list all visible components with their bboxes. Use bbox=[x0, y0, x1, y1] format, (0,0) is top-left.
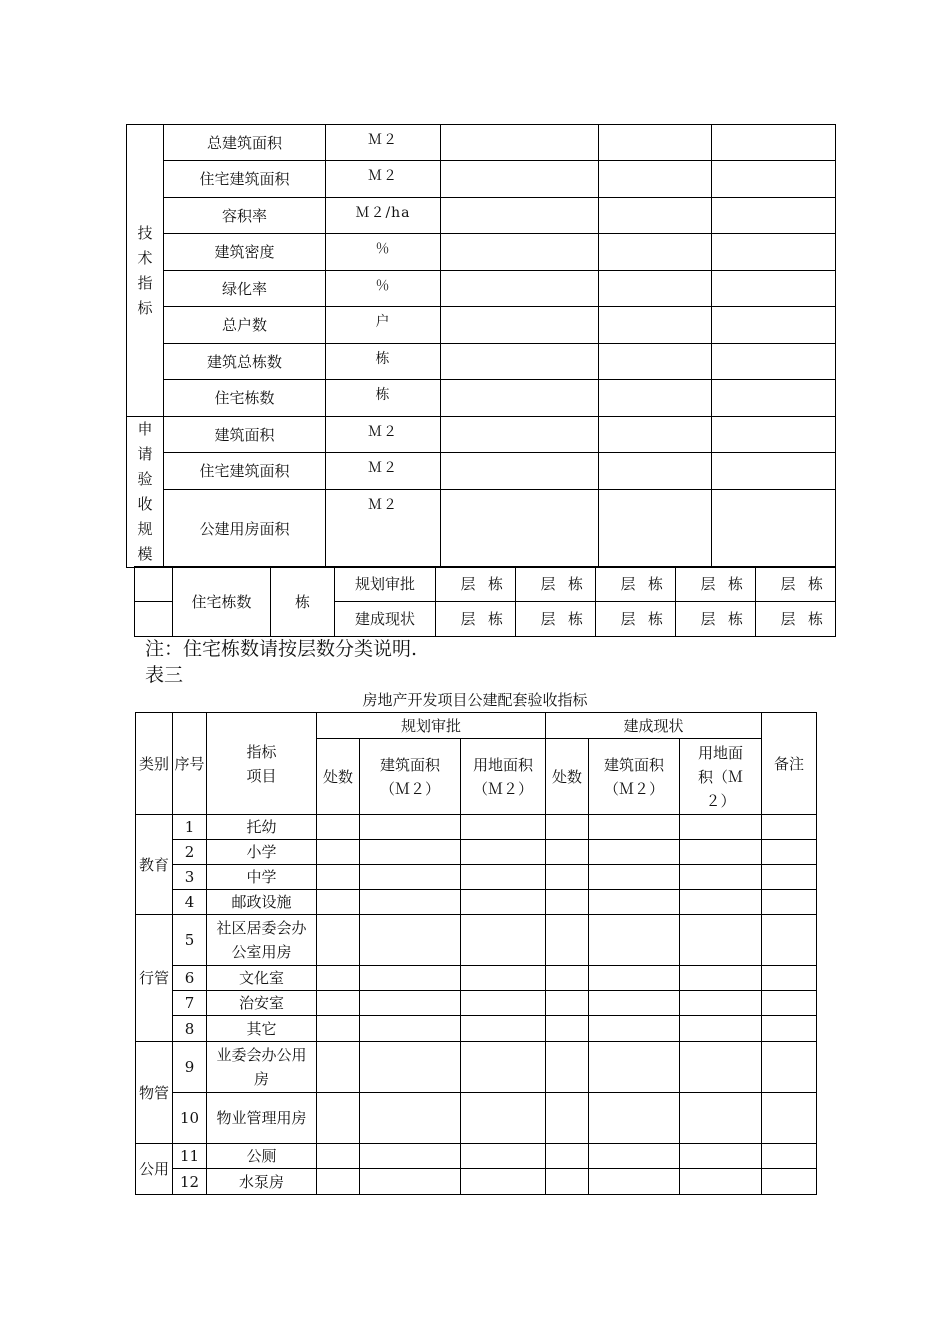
item-cell: 中学 bbox=[207, 865, 317, 890]
value-cell[interactable] bbox=[712, 198, 836, 234]
unit-cell: 栋 bbox=[326, 344, 441, 380]
data-cell[interactable] bbox=[762, 915, 817, 966]
group-education: 教育 bbox=[136, 815, 173, 915]
data-cell[interactable] bbox=[680, 991, 762, 1016]
value-cell[interactable] bbox=[599, 380, 712, 417]
data-cell[interactable] bbox=[680, 840, 762, 865]
data-cell[interactable] bbox=[360, 1093, 461, 1144]
plan-approval-label: 规划审批 bbox=[335, 567, 436, 602]
data-cell[interactable] bbox=[317, 890, 360, 915]
data-cell[interactable] bbox=[360, 890, 461, 915]
row-label: 容积率 bbox=[164, 198, 326, 234]
table-row bbox=[136, 1016, 817, 1042]
data-cell[interactable] bbox=[762, 815, 817, 840]
item-cell: 水泵房 bbox=[207, 1169, 317, 1195]
row-label: 建筑面积 bbox=[164, 417, 326, 453]
table-row bbox=[136, 991, 817, 1016]
blank-cell bbox=[135, 567, 173, 602]
unit-cell: 栋 bbox=[271, 567, 335, 637]
header-build-area: 建筑面积 （Ｍ２） bbox=[360, 739, 461, 815]
row-label: 住宅栋数 bbox=[164, 380, 326, 417]
seq-cell: 2 bbox=[173, 840, 207, 865]
value-cell[interactable] bbox=[441, 380, 599, 417]
value-cell[interactable] bbox=[441, 234, 599, 271]
data-cell[interactable] bbox=[360, 966, 461, 991]
data-cell[interactable] bbox=[680, 1144, 762, 1169]
value-cell[interactable] bbox=[712, 161, 836, 198]
value-cell[interactable] bbox=[441, 198, 599, 234]
value-cell[interactable] bbox=[712, 307, 836, 344]
data-cell[interactable] bbox=[680, 1042, 762, 1093]
data-cell[interactable] bbox=[317, 815, 360, 840]
data-cell[interactable] bbox=[589, 840, 680, 865]
data-cell[interactable] bbox=[317, 991, 360, 1016]
group-administration: 行管 bbox=[136, 915, 173, 1042]
data-cell[interactable] bbox=[680, 815, 762, 840]
unit-cell: Ｍ２ bbox=[326, 453, 441, 490]
unit-cell: ％ bbox=[326, 234, 441, 271]
row-label: 建筑总栋数 bbox=[164, 344, 326, 380]
item-cell: 托幼 bbox=[207, 815, 317, 840]
data-cell[interactable] bbox=[762, 1169, 817, 1195]
data-cell[interactable] bbox=[461, 865, 546, 890]
data-cell[interactable] bbox=[360, 815, 461, 840]
value-cell[interactable] bbox=[599, 307, 712, 344]
blank-cell bbox=[135, 602, 173, 637]
data-cell[interactable] bbox=[762, 1016, 817, 1042]
table-row bbox=[136, 815, 817, 840]
value-cell[interactable] bbox=[712, 271, 836, 307]
data-cell[interactable] bbox=[461, 1144, 546, 1169]
data-cell[interactable] bbox=[546, 991, 589, 1016]
item-cell: 公厕 bbox=[207, 1144, 317, 1169]
data-cell[interactable] bbox=[461, 890, 546, 915]
built-status-label: 建成现状 bbox=[335, 602, 436, 637]
table-row bbox=[136, 1169, 817, 1195]
row-label: 住宅建筑面积 bbox=[164, 161, 326, 198]
item-cell: 治安室 bbox=[207, 991, 317, 1016]
data-cell[interactable] bbox=[762, 966, 817, 991]
value-cell[interactable] bbox=[599, 344, 712, 380]
data-cell[interactable] bbox=[589, 915, 680, 966]
seq-cell: 1 bbox=[173, 815, 207, 840]
technical-indicators-table bbox=[126, 124, 836, 568]
seq-cell: 6 bbox=[173, 966, 207, 991]
header-count: 处数 bbox=[317, 739, 360, 815]
data-cell[interactable] bbox=[546, 865, 589, 890]
data-cell[interactable] bbox=[546, 815, 589, 840]
seq-cell: 11 bbox=[173, 1144, 207, 1169]
data-cell[interactable] bbox=[589, 991, 680, 1016]
value-cell[interactable] bbox=[712, 344, 836, 380]
floors-buildings-cell[interactable]: 层 栋 bbox=[676, 602, 756, 637]
floors-buildings-cell[interactable]: 层 栋 bbox=[596, 602, 676, 637]
data-cell[interactable] bbox=[680, 1093, 762, 1144]
data-cell[interactable] bbox=[546, 840, 589, 865]
group-apply-scale: 申 请 验 收 规 模 bbox=[127, 417, 164, 568]
header-seq: 序号 bbox=[173, 713, 207, 815]
data-cell[interactable] bbox=[546, 1042, 589, 1093]
row-label: 建筑密度 bbox=[164, 234, 326, 271]
value-cell[interactable] bbox=[441, 453, 599, 490]
data-cell[interactable] bbox=[589, 815, 680, 840]
value-cell[interactable] bbox=[599, 161, 712, 198]
data-cell[interactable] bbox=[546, 915, 589, 966]
item-cell: 邮政设施 bbox=[207, 890, 317, 915]
data-cell[interactable] bbox=[360, 840, 461, 865]
value-cell[interactable] bbox=[712, 490, 836, 568]
table-row bbox=[136, 915, 817, 966]
value-cell[interactable] bbox=[599, 490, 712, 568]
floors-buildings-cell[interactable]: 层 栋 bbox=[676, 567, 756, 602]
data-cell[interactable] bbox=[762, 1093, 817, 1144]
data-cell[interactable] bbox=[461, 1093, 546, 1144]
table-row bbox=[136, 1144, 817, 1169]
data-cell[interactable] bbox=[317, 1169, 360, 1195]
data-cell[interactable] bbox=[546, 1169, 589, 1195]
table-caption: 房地产开发项目公建配套验收指标 bbox=[362, 691, 588, 709]
unit-cell: Ｍ２ bbox=[326, 417, 441, 453]
header-category: 类别 bbox=[136, 713, 173, 815]
table-row bbox=[136, 840, 817, 865]
data-cell[interactable] bbox=[546, 1093, 589, 1144]
table-row bbox=[136, 1042, 817, 1093]
value-cell[interactable] bbox=[441, 490, 599, 568]
value-cell[interactable] bbox=[599, 271, 712, 307]
unit-cell: Ｍ２/ha bbox=[326, 198, 441, 234]
note-text: 注：住宅栋数请按层数分类说明. bbox=[145, 638, 418, 660]
data-cell[interactable] bbox=[762, 890, 817, 915]
row-label: 公建用房面积 bbox=[164, 490, 326, 568]
value-cell[interactable] bbox=[441, 271, 599, 307]
unit-cell: 户 bbox=[326, 307, 441, 344]
data-cell[interactable] bbox=[589, 1093, 680, 1144]
data-cell[interactable] bbox=[461, 815, 546, 840]
data-cell[interactable] bbox=[680, 1169, 762, 1195]
floors-buildings-cell[interactable]: 层 栋 bbox=[596, 567, 676, 602]
data-cell[interactable] bbox=[461, 966, 546, 991]
header-land-area: 用地面 积（Ｍ ２） bbox=[680, 739, 762, 815]
seq-cell: 9 bbox=[173, 1042, 207, 1093]
data-cell[interactable] bbox=[360, 1169, 461, 1195]
data-cell[interactable] bbox=[461, 840, 546, 865]
seq-cell: 4 bbox=[173, 890, 207, 915]
data-cell[interactable] bbox=[317, 1093, 360, 1144]
item-cell: 业委会办公用房 bbox=[207, 1042, 317, 1093]
data-cell[interactable] bbox=[317, 865, 360, 890]
data-cell[interactable] bbox=[680, 865, 762, 890]
value-cell[interactable] bbox=[441, 161, 599, 198]
unit-cell: Ｍ２ bbox=[326, 161, 441, 198]
value-cell[interactable] bbox=[441, 307, 599, 344]
value-cell[interactable] bbox=[712, 125, 836, 161]
data-cell[interactable] bbox=[461, 1169, 546, 1195]
data-cell[interactable] bbox=[546, 1016, 589, 1042]
floors-buildings-cell[interactable]: 层 栋 bbox=[436, 602, 516, 637]
header-count: 处数 bbox=[546, 739, 589, 815]
data-cell[interactable] bbox=[317, 1016, 360, 1042]
floors-buildings-cell[interactable]: 层 栋 bbox=[756, 602, 836, 637]
data-cell[interactable] bbox=[680, 890, 762, 915]
data-cell[interactable] bbox=[762, 1144, 817, 1169]
item-cell: 小学 bbox=[207, 840, 317, 865]
unit-cell: Ｍ２ bbox=[326, 125, 441, 161]
data-cell[interactable] bbox=[680, 915, 762, 966]
data-cell[interactable] bbox=[461, 1042, 546, 1093]
header-remark: 备注 bbox=[762, 713, 817, 815]
table-three-label: 表三 bbox=[145, 664, 184, 686]
row-label: 住宅栋数 bbox=[173, 567, 271, 637]
value-cell[interactable] bbox=[441, 125, 599, 161]
data-cell[interactable] bbox=[589, 890, 680, 915]
value-cell[interactable] bbox=[712, 234, 836, 271]
data-cell[interactable] bbox=[360, 991, 461, 1016]
floors-buildings-cell[interactable]: 层 栋 bbox=[436, 567, 516, 602]
data-cell[interactable] bbox=[360, 915, 461, 966]
data-cell[interactable] bbox=[546, 1144, 589, 1169]
data-cell[interactable] bbox=[461, 991, 546, 1016]
item-cell: 文化室 bbox=[207, 966, 317, 991]
public-facilities-table bbox=[135, 712, 817, 1195]
table-row bbox=[136, 865, 817, 890]
seq-cell: 12 bbox=[173, 1169, 207, 1195]
data-cell[interactable] bbox=[762, 1042, 817, 1093]
item-cell: 物业管理用房 bbox=[207, 1093, 317, 1144]
row-label: 总建筑面积 bbox=[164, 125, 326, 161]
data-cell[interactable] bbox=[589, 966, 680, 991]
data-cell[interactable] bbox=[680, 966, 762, 991]
value-cell[interactable] bbox=[599, 198, 712, 234]
row-label: 总户数 bbox=[164, 307, 326, 344]
table-row bbox=[136, 966, 817, 991]
group-property-management: 物管 bbox=[136, 1042, 173, 1144]
data-cell[interactable] bbox=[762, 865, 817, 890]
value-cell[interactable] bbox=[599, 453, 712, 490]
table-row bbox=[136, 890, 817, 915]
data-cell[interactable] bbox=[317, 1042, 360, 1093]
data-cell[interactable] bbox=[461, 915, 546, 966]
seq-cell: 5 bbox=[173, 915, 207, 966]
data-cell[interactable] bbox=[589, 865, 680, 890]
data-cell[interactable] bbox=[546, 890, 589, 915]
value-cell[interactable] bbox=[441, 344, 599, 380]
data-cell[interactable] bbox=[461, 1016, 546, 1042]
table-row bbox=[136, 1093, 817, 1144]
seq-cell: 8 bbox=[173, 1016, 207, 1042]
data-cell[interactable] bbox=[762, 840, 817, 865]
data-cell[interactable] bbox=[589, 1042, 680, 1093]
data-cell[interactable] bbox=[317, 915, 360, 966]
unit-cell: 栋 bbox=[326, 380, 441, 417]
item-cell: 社区居委会办公室用房 bbox=[207, 915, 317, 966]
data-cell[interactable] bbox=[317, 1144, 360, 1169]
data-cell[interactable] bbox=[762, 991, 817, 1016]
row-label: 住宅建筑面积 bbox=[164, 453, 326, 490]
unit-cell: ％ bbox=[326, 271, 441, 307]
data-cell[interactable] bbox=[360, 865, 461, 890]
data-cell[interactable] bbox=[680, 1016, 762, 1042]
seq-cell: 7 bbox=[173, 991, 207, 1016]
header-item: 指标 项目 bbox=[207, 713, 317, 815]
floors-buildings-cell[interactable]: 层 栋 bbox=[756, 567, 836, 602]
floors-buildings-cell[interactable]: 层 栋 bbox=[516, 567, 596, 602]
data-cell[interactable] bbox=[360, 1144, 461, 1169]
value-cell[interactable] bbox=[712, 417, 836, 453]
data-cell[interactable] bbox=[317, 840, 360, 865]
header-land-area: 用地面积 （Ｍ２） bbox=[461, 739, 546, 815]
data-cell[interactable] bbox=[317, 966, 360, 991]
group-public-utility: 公用 bbox=[136, 1144, 173, 1195]
data-cell[interactable] bbox=[546, 966, 589, 991]
header-plan-approval: 规划审批 bbox=[317, 713, 546, 739]
value-cell[interactable] bbox=[441, 417, 599, 453]
value-cell[interactable] bbox=[599, 125, 712, 161]
floors-buildings-cell[interactable]: 层 栋 bbox=[516, 602, 596, 637]
data-cell[interactable] bbox=[589, 1016, 680, 1042]
residential-buildings-table bbox=[134, 566, 836, 637]
header-built-status: 建成现状 bbox=[546, 713, 762, 739]
unit-cell: Ｍ２ bbox=[326, 490, 441, 568]
data-cell[interactable] bbox=[589, 1144, 680, 1169]
data-cell[interactable] bbox=[589, 1169, 680, 1195]
value-cell[interactable] bbox=[599, 417, 712, 453]
value-cell[interactable] bbox=[712, 453, 836, 490]
seq-cell: 3 bbox=[173, 865, 207, 890]
group-technical-indicators: 技 术 指 标 bbox=[127, 125, 164, 417]
row-label: 绿化率 bbox=[164, 271, 326, 307]
item-cell: 其它 bbox=[207, 1016, 317, 1042]
data-cell[interactable] bbox=[360, 1042, 461, 1093]
header-build-area: 建筑面积 （Ｍ２） bbox=[589, 739, 680, 815]
seq-cell: 10 bbox=[173, 1093, 207, 1144]
value-cell[interactable] bbox=[712, 380, 836, 417]
value-cell[interactable] bbox=[599, 234, 712, 271]
data-cell[interactable] bbox=[360, 1016, 461, 1042]
